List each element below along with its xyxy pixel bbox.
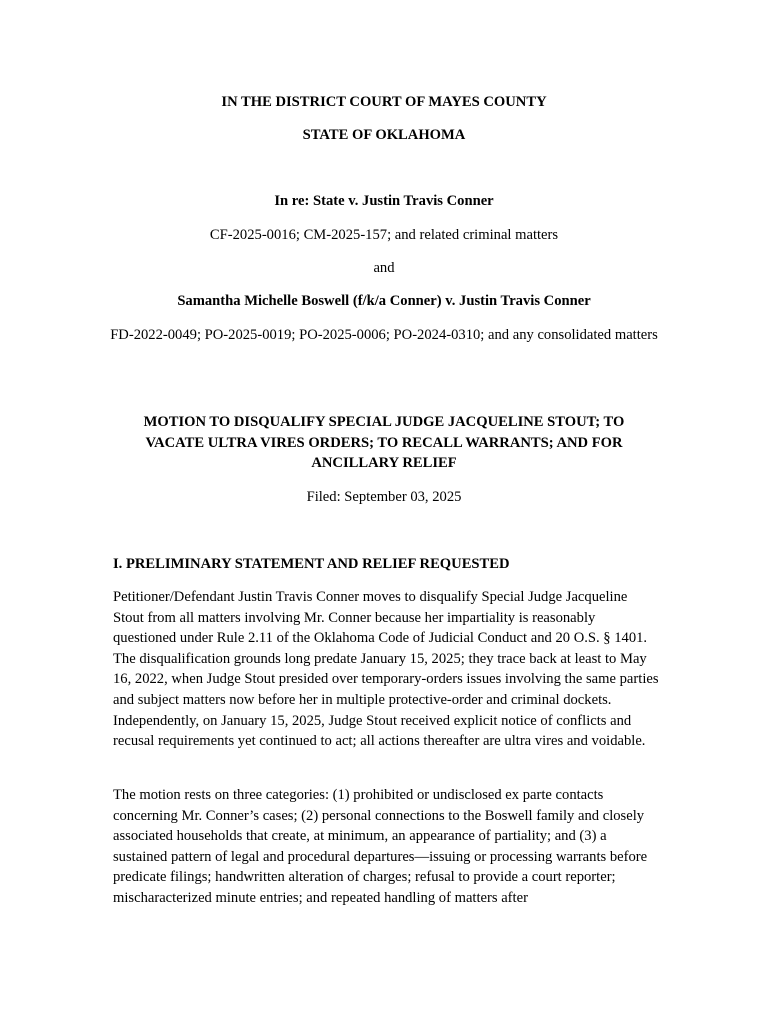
paragraph-2: The motion rests on three categories: (1) prohibited or undisclosed ex parte contacts concerning Mr. Conner’s cases; (2) personal connections to the Boswell family and closely associated households that create, at minimum, an appearance of partiality; and (3) a sustained pattern of legal and procedural departures—issuing or processing warrants before predicate filings; handwritten alteration of charges; refusal to provide a court reporter; mischaracterized minute entries; and repeated handling of matters after [113,787,648,906]
court-name: IN THE DISTRICT COURT OF MAYES COUNTY [221,94,547,110]
court-state: STATE OF OKLAHOMA [302,127,466,143]
caption-conjunction: and [373,260,395,276]
motion-title: MOTION TO DISQUALIFY SPECIAL JUDGE JACQUELINE STOUT; TO VACATE ULTRA VIRES ORDERS; TO RECALL WARRANTS; AND FOR ANCILLARY RELIEF [143,414,625,472]
filed-date: Filed: September 03, 2025 [306,489,462,505]
case2-title: Samantha Michelle Boswell (f/k/a Conner) v. Justin Travis Conner [177,293,591,309]
case2-numbers: FD-2022-0049; PO-2025-0019; PO-2025-0006; PO-2024-0310; and any consolidated matters [110,327,658,343]
case1-title: In re: State v. Justin Travis Conner [274,193,494,209]
paragraph-1: Petitioner/Defendant Justin Travis Conner moves to disqualify Special Judge Jacqueline Stout from all matters involving Mr. Conner because her impartiality is reasonably questioned under Rule 2.11 of the Oklahoma Code of Judicial Conduct and 20 O.S. § 1401. The disqualification grounds long predate January 15, 2025; they trace back at least to May 16, 2022, when Judge Stout presided over temporary-orders issues involving the same parties and subject matters now before her in multiple protective-order and criminal dockets. Independently, on January 15, 2025, Judge Stout received explicit notice of conflicts and recusal requirements yet continued to act; all actions thereafter are ultra vires and voidable. [113,589,659,750]
section-heading: I. PRELIMINARY STATEMENT AND RELIEF REQUESTED [113,556,510,572]
case1-numbers: CF-2025-0016; CM-2025-157; and related criminal matters [209,227,559,243]
